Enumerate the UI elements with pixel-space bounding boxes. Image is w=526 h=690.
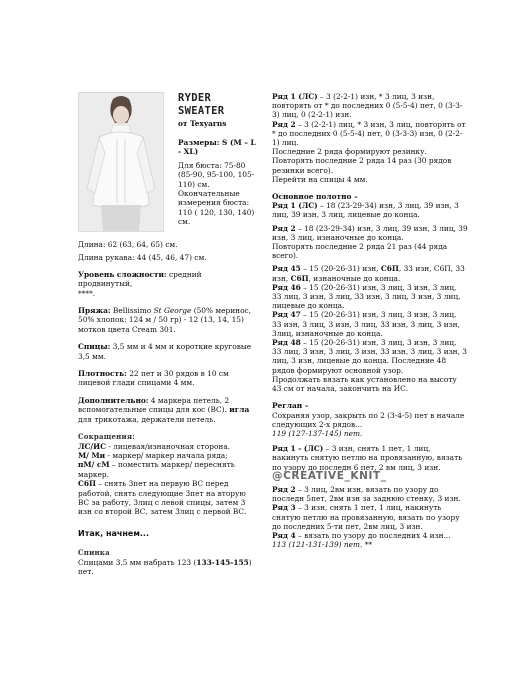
difficulty-stars: ****.	[78, 288, 96, 298]
main-body-heading: Основное полотно –	[272, 192, 358, 202]
continue-note: Продолжать вязать как установлено на высоту 43 см от начала, закончить на ИС.	[272, 374, 457, 394]
raglan-row-3: Ряд 3 – 3 изн, снять 1 пет, 1 лиц, накинуть снятую петлю на провязанную, вязать по узору до последних 5-ти пет, 2вм лиц, 3 изн.	[272, 503, 460, 531]
model-illustration	[79, 93, 163, 231]
main-repeat: Повторять последние 2 ряда 21 раз (44 ряда всего).	[272, 242, 448, 261]
abbr-item: ЛС/ИС - лицевая/изнаночная сторона.	[78, 441, 231, 451]
raglan-row-2: Ряд 2 – 3 лиц, 2вм изн, вязать по узору до последн 5пет, 2вм изн за заднюю стенку, 3 изн.	[272, 484, 461, 504]
pattern-title-line1: RYDER	[178, 92, 212, 104]
switch-needles: Перейти на спицы 4 мм.	[272, 174, 368, 184]
abbr-item: С6П – снять 3пет на первую ВС перед работой, снять следующие 3пет на вторую ВС за работу, 3лиц с левой спицы, затем 3 изн со второй ВС, затем 3лиц с первой ВС.	[78, 479, 247, 517]
sizes-block	[178, 138, 260, 227]
final-measure-label: Окончательные измерения бюста:	[178, 189, 250, 208]
sleeve-length: Длина рукава: 44 (45, 46, 47) см.	[78, 253, 207, 263]
sizes-label: Размеры: S (M – L - XL)	[178, 138, 256, 157]
rib-row-1: Ряд 1 (ЛС) – 3 (2-2-1) изн, * 3 лиц, 3 изн, повторять от * до последних 0 (5-5-4) пет, 0 (3-3-3) лиц, 0 (2-2-1) изн.	[272, 92, 463, 120]
abbreviations-title: Сокращения:	[78, 432, 136, 442]
rib-row-2: Ряд 2 – 3 (2-2-1) лиц, * 3 изн, 3 лиц, повторять от * до последних 0 (5-5-4) пет, 0 (3-3-3) изн, 0 (2-2-1) лиц.	[272, 119, 466, 148]
difficulty: Уровень сложности: средний продвинутый, ****.	[78, 269, 202, 298]
cast-on: Спицами 3.5 мм набрать 123 (133-145-155) пет.	[78, 557, 252, 576]
abbr-item: М/ Ми - маркер/ маркер начала ряда;	[78, 450, 228, 460]
main-row-1: Ряд 1 (ЛС) – 18 (23-29-34) изн, 3 лиц, 39 изн, 3 лиц, 39 изн, 3 лиц, лицевые до конца.	[272, 201, 459, 220]
back-subheading: Спинка	[78, 548, 110, 558]
length: Длина: 62 (63, 64, 65) см.	[78, 240, 178, 249]
final-measure-values: 110 ( 120, 130, 140) см.	[178, 207, 255, 227]
row-46: Ряд 46 – 15 (20-26-31) изн, 3 лиц, 3 изн, 3 лиц, 33 лиц, 3 изн, 3 лиц, 33 изн, 3 лиц, 3 изн, 3 лиц, лицевые до конца.	[272, 282, 461, 311]
title-block	[178, 92, 260, 227]
rib-note: Последние 2 ряда формируют резинку.	[272, 147, 427, 157]
start-heading: Итак, начнем...	[78, 528, 150, 538]
abbr-item: пМ/ сМ – поместить маркер/ переснять маркер.	[78, 460, 235, 479]
watermark-handle: @CREATIVE_KNIT_	[272, 469, 387, 482]
raglan-text: Сохраняя узор, закрыть по 2 (3-4-5) пет в начале следующих 2-х рядов...	[272, 410, 465, 429]
raglan-heading: Реглан –	[272, 401, 309, 411]
bust-size: Для бюста: 75-80 (85-90, 95-100, 105-110) см.	[178, 160, 255, 189]
gauge: Плотность: 22 пет и 30 рядов в 10 см лицевой глади спицами 4 мм.	[78, 369, 229, 388]
needles: Спицы: 3,5 мм и 4 мм и короткие круговые 3,5 мм.	[78, 342, 252, 361]
left-column	[78, 240, 256, 576]
final-count: 113 (121-131-139) пет. **	[272, 540, 373, 550]
notions: Дополнительно: 4 маркера петель, 2 вспомогательные спицы для кос (ВС). игла для трикотажа, держатели петель.	[78, 395, 250, 424]
row-47: Ряд 47 – 15 (20-26-31) изн, 3 лиц, 3 изн, 3 лиц, 33 изн, 3 лиц, 3 изн, 3 лиц, 33 изн, 3 лиц, 3 изн, 3лиц, изнаночные до конца.	[272, 310, 460, 338]
pattern-title-line2: SWEATER	[178, 105, 225, 117]
row-48: Ряд 48 – 15 (20-26-31) изн, 3 лиц, 3 изн, 3 лиц, 33 лиц, 3 изн, 3 лиц, 3 изн, 33 изн, 3 лиц, 3 изн, 3 лиц, 3 изн, лицевые до конца. Последние 48 рядов формируют основной узор.	[272, 338, 468, 375]
sweater-photo	[78, 92, 164, 232]
yarn: Пряжа: Bellissimo St George (50% мериноc, 50% хлопок: 124 м / 50 гр) - 12 (13, 14, 15) мотков цвета Cream 301.	[78, 306, 252, 334]
right-column	[272, 92, 468, 549]
raglan-row-1: Ряд 1 - (ЛС) – 3 изн, снять 1 пет, 1 лиц, накинуть снятую петлю на провязанную, вязать по узору до последн 6 пет, 2 вм лиц, 3 изн.	[272, 444, 463, 472]
raglan-count: 119 (127-137-145) пет.	[272, 428, 363, 438]
raglan-row-4: Ряд 4 – вязать по узору до последних 4 изн...	[272, 530, 451, 540]
main-row-2: Ряд 2 – 18 (23-29-34) изн, 3 лиц, 39 изн, 3 лиц, 39 изн, 3 лиц, изнаночные до конца.	[272, 223, 468, 242]
row-45: Ряд 45 – 15 (20-26-31) изн, С6П, 33 изн, С6П, 33 изн, С6П, изнаночные до конца.	[272, 264, 465, 283]
rib-repeat: Повторять последние 2 ряда 14 раз (30 рядов резинки всего).	[272, 156, 452, 175]
designer-credit: от Texyarns	[178, 119, 227, 128]
